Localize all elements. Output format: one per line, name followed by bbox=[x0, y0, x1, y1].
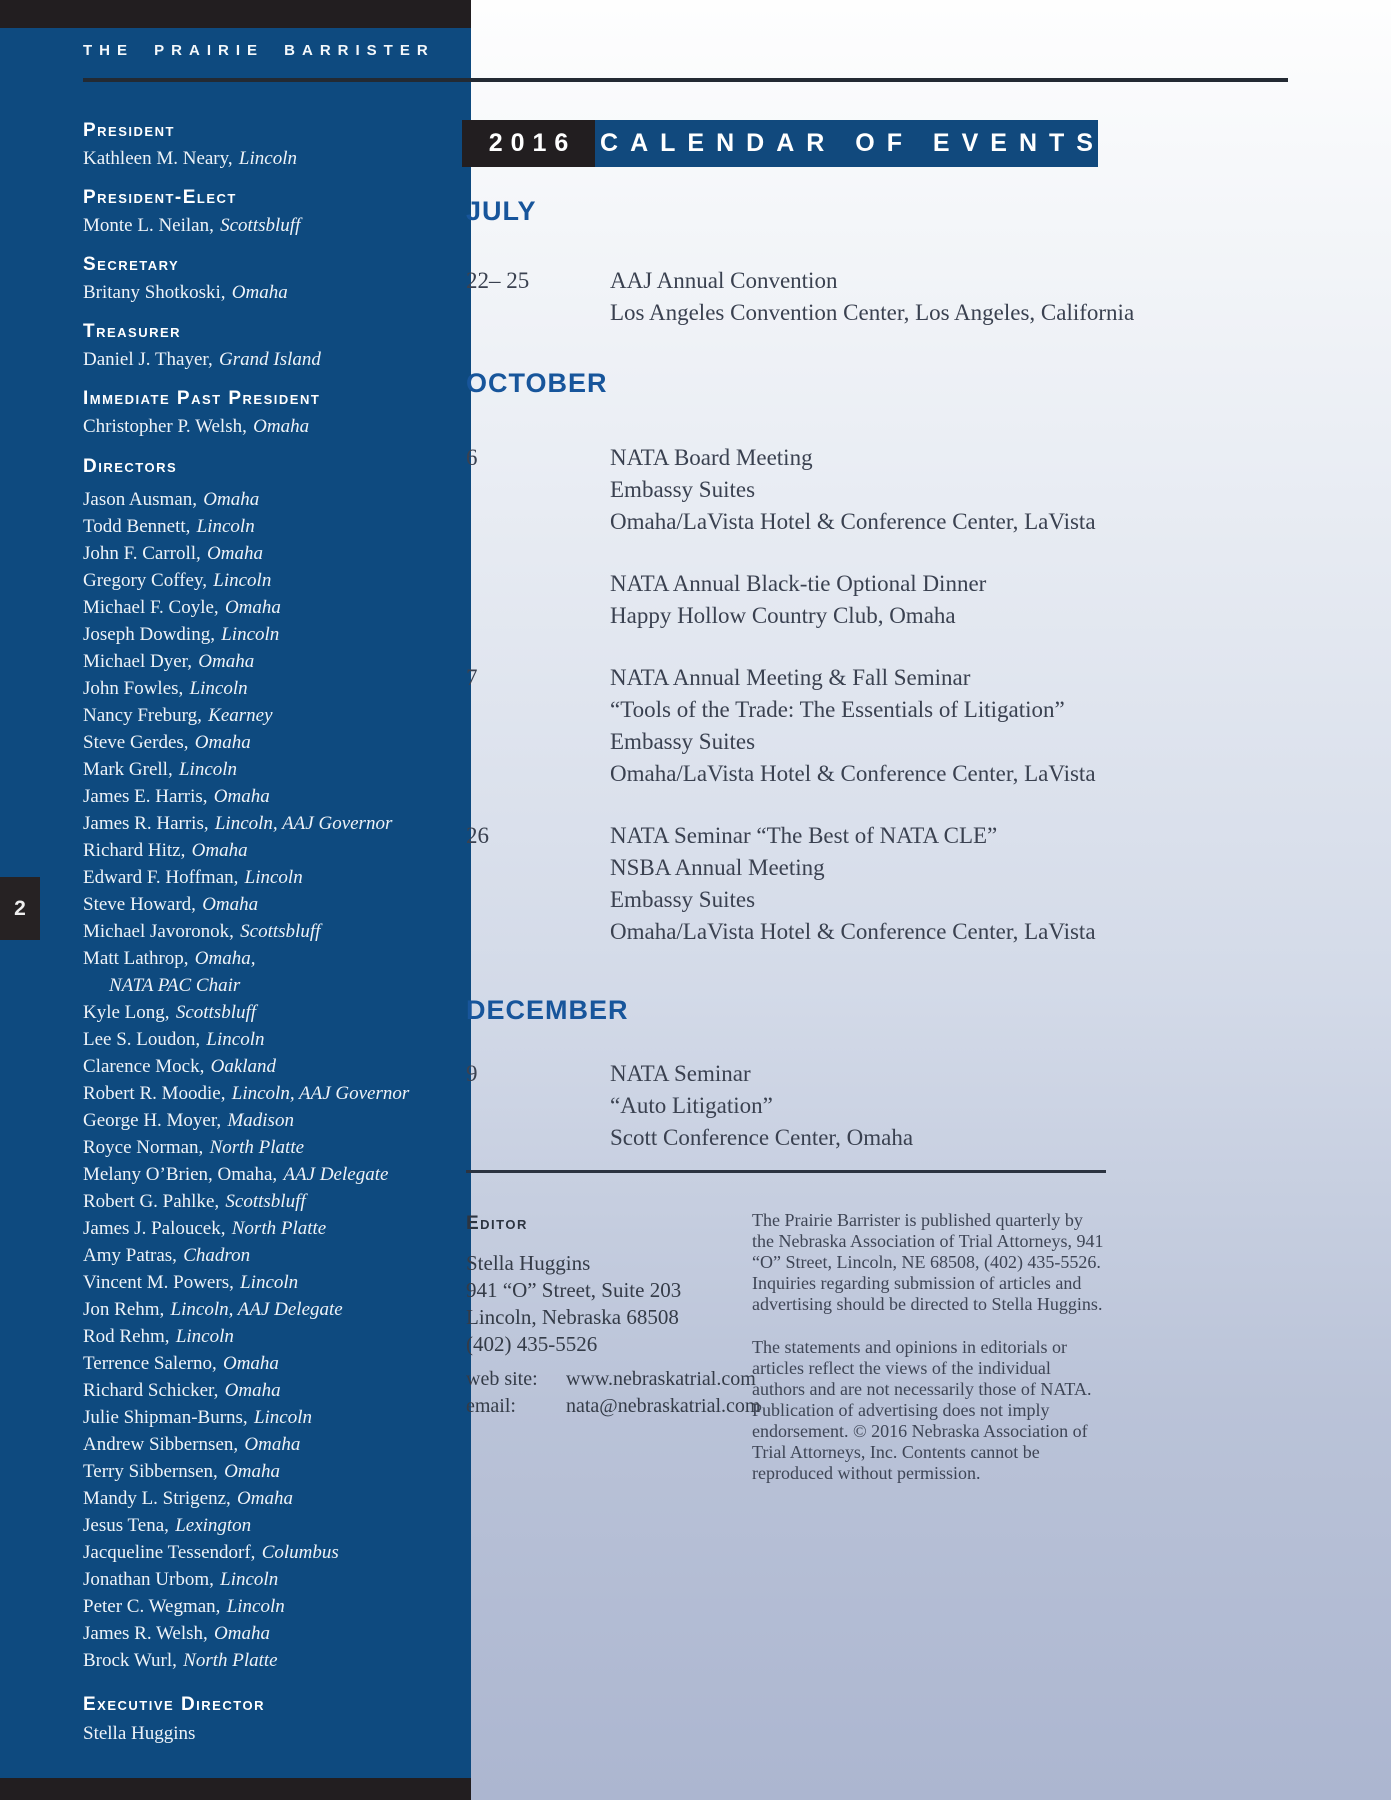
director-city: Lincoln bbox=[253, 1407, 312, 1428]
officer-city: Scottsbluff bbox=[220, 215, 301, 236]
director-name: Mandy L. Strigenz, bbox=[83, 1488, 231, 1509]
director-entry bbox=[83, 1350, 459, 1377]
event-detail-line: Omaha/LaVista Hotel & Conference Center, LaVista bbox=[610, 919, 1096, 944]
month-section-october bbox=[466, 368, 1186, 978]
director-name: Gregory Coffey, bbox=[83, 570, 207, 591]
director-city: Omaha bbox=[191, 840, 248, 861]
director-entry bbox=[83, 1053, 459, 1080]
director-name: Andrew Sibbernsen, bbox=[83, 1434, 239, 1455]
director-person bbox=[83, 1053, 459, 1080]
director-city: Omaha bbox=[203, 489, 260, 510]
copyright-paragraph: The statements and opinions in editorials or articles reflect the views of the individual authors and are not necessarily those of NATA. Publication of advertising does not imply endorsement. © 2016 Nebraska Association of Trial Attorneys, Inc. Contents cannot be reproduced without permission. bbox=[752, 1337, 1092, 1483]
officer-entry bbox=[83, 388, 459, 438]
director-person bbox=[83, 918, 459, 945]
director-name: Joseph Dowding, bbox=[83, 624, 215, 645]
director-name: Terrence Salerno, bbox=[83, 1353, 217, 1374]
director-name: Matt Lathrop, bbox=[83, 948, 189, 969]
director-city: Omaha bbox=[237, 1488, 293, 1509]
month-section-december bbox=[466, 995, 1186, 1184]
director-city: Omaha bbox=[213, 786, 270, 807]
director-city: Lincoln bbox=[189, 678, 248, 699]
director-person bbox=[83, 1485, 459, 1512]
director-entry bbox=[83, 999, 459, 1026]
director-city: Lincoln, AAJ Governor bbox=[214, 813, 393, 834]
director-name: Terry Sibbernsen, bbox=[83, 1461, 218, 1482]
director-name: Richard Schicker, bbox=[83, 1380, 219, 1401]
director-entry bbox=[83, 513, 459, 540]
director-city: Scottsbluff bbox=[175, 1002, 257, 1023]
editor-heading: Editor bbox=[466, 1213, 528, 1234]
director-name: Robert G. Pahlke, bbox=[83, 1191, 220, 1212]
director-entry bbox=[83, 1188, 459, 1215]
director-entry bbox=[83, 945, 459, 999]
event-date: 7 bbox=[466, 665, 478, 690]
director-name: Lee S. Loudon, bbox=[83, 1029, 201, 1050]
director-person bbox=[83, 567, 459, 594]
officer-person bbox=[83, 348, 459, 371]
director-name: James J. Paloucek, bbox=[83, 1218, 226, 1239]
director-entry bbox=[83, 1215, 459, 1242]
director-person bbox=[83, 1431, 459, 1458]
director-entry bbox=[83, 594, 459, 621]
month-heading: JULY bbox=[466, 196, 537, 226]
officer-title: Secretary bbox=[83, 254, 180, 275]
sidebar-bottom-black-bar bbox=[0, 1778, 471, 1800]
officer-title: Treasurer bbox=[83, 321, 182, 342]
officer-name: Kathleen M. Neary, bbox=[83, 148, 233, 169]
director-person bbox=[83, 1458, 459, 1485]
director-person bbox=[83, 945, 459, 972]
director-person bbox=[83, 783, 459, 810]
director-entry bbox=[83, 540, 459, 567]
officer-name: Christopher P. Welsh, bbox=[83, 416, 247, 437]
director-name: Robert R. Moodie, bbox=[83, 1083, 226, 1104]
director-city: Omaha bbox=[207, 543, 263, 564]
director-person bbox=[83, 1404, 459, 1431]
director-city: Scottsbluff bbox=[225, 1191, 306, 1212]
directors-heading: Directors bbox=[83, 456, 178, 477]
director-name: Steve Howard, bbox=[83, 894, 196, 915]
director-name: Richard Hitz, bbox=[83, 840, 186, 861]
director-city: North Platte bbox=[183, 1650, 278, 1671]
event-detail-line: Los Angeles Convention Center, Los Angeles, California bbox=[610, 300, 1135, 325]
director-city: Kearney bbox=[208, 705, 273, 726]
director-person bbox=[83, 1566, 459, 1593]
event-detail-line: Embassy Suites bbox=[610, 729, 756, 754]
event-details bbox=[610, 442, 1096, 538]
director-entry bbox=[83, 486, 459, 513]
month-heading: OCTOBER bbox=[466, 368, 608, 398]
director-entry bbox=[83, 1242, 459, 1269]
director-person bbox=[83, 1377, 459, 1404]
directors-list bbox=[83, 486, 459, 1674]
executive-director-name: Stella Huggins bbox=[83, 1723, 196, 1744]
director-name: Mark Grell, bbox=[83, 759, 173, 780]
officer-city: Omaha bbox=[253, 416, 310, 437]
director-person bbox=[83, 999, 459, 1026]
director-name: Jon Rehm, bbox=[83, 1299, 165, 1320]
officers-list bbox=[83, 120, 459, 438]
director-name: James R. Welsh, bbox=[83, 1623, 208, 1644]
officer-entry bbox=[83, 254, 459, 304]
event-details bbox=[610, 820, 1096, 948]
event-entry bbox=[466, 568, 1186, 632]
event-date: 22– 25 bbox=[466, 268, 530, 293]
director-name: Jonathan Urbom, bbox=[83, 1569, 214, 1590]
director-city: Omaha bbox=[224, 1461, 281, 1482]
director-city: Chadron bbox=[183, 1245, 251, 1266]
director-person bbox=[83, 1080, 459, 1107]
director-person bbox=[83, 1350, 459, 1377]
event-detail-line: Embassy Suites bbox=[610, 887, 756, 912]
director-person bbox=[83, 675, 459, 702]
event-detail-line: NATA Annual Meeting & Fall Seminar bbox=[610, 665, 971, 690]
director-name: Nancy Freburg, bbox=[83, 705, 202, 726]
events-list bbox=[466, 265, 1186, 329]
director-city: Columbus bbox=[261, 1542, 339, 1563]
director-name: Clarence Mock, bbox=[83, 1056, 205, 1077]
director-city: North Platte bbox=[209, 1137, 305, 1158]
director-person bbox=[83, 1647, 459, 1674]
director-city: Omaha bbox=[224, 597, 281, 618]
calendar-banner bbox=[462, 120, 1105, 167]
director-city: Lincoln bbox=[196, 516, 255, 537]
director-person bbox=[83, 513, 459, 540]
sidebar-top-black-bar bbox=[0, 0, 471, 28]
masthead-title: THE PRAIRIE BARRISTER bbox=[83, 42, 435, 59]
event-date: 6 bbox=[466, 445, 478, 470]
director-city: Lincoln, AAJ Delegate bbox=[170, 1299, 343, 1320]
events-list bbox=[466, 442, 1186, 948]
director-person bbox=[83, 1593, 459, 1620]
director-city: North Platte bbox=[231, 1218, 327, 1239]
officer-name: Monte L. Neilan, bbox=[83, 215, 214, 236]
director-entry bbox=[83, 1647, 459, 1674]
director-city: Omaha bbox=[244, 1434, 301, 1455]
director-entry bbox=[83, 1269, 459, 1296]
director-city: Lincoln, AAJ Governor bbox=[231, 1083, 410, 1104]
director-person bbox=[83, 1512, 459, 1539]
director-person bbox=[83, 1323, 459, 1350]
event-detail-line: Omaha/LaVista Hotel & Conference Center, LaVista bbox=[610, 509, 1096, 534]
officer-city: Omaha bbox=[231, 282, 288, 303]
director-entry bbox=[83, 864, 459, 891]
director-entry bbox=[83, 1296, 459, 1323]
director-city: Lincoln bbox=[178, 759, 238, 780]
officer-title: President-Elect bbox=[83, 187, 237, 208]
director-name: Michael Javoronok, bbox=[83, 921, 234, 942]
director-city: Scottsbluff bbox=[240, 921, 321, 942]
email-line bbox=[466, 1393, 776, 1420]
event-detail-line: Scott Conference Center, Omaha bbox=[610, 1125, 914, 1150]
director-person bbox=[83, 594, 459, 621]
director-entry bbox=[83, 783, 459, 810]
event-details bbox=[610, 568, 986, 632]
director-city: Omaha bbox=[198, 651, 255, 672]
officer-title: Immediate Past President bbox=[83, 388, 321, 409]
month-section-july bbox=[466, 196, 1186, 359]
director-name: Melany O’Brien, Omaha, bbox=[83, 1164, 278, 1185]
director-person bbox=[83, 1107, 459, 1134]
director-entry bbox=[83, 1485, 459, 1512]
director-city: Omaha, bbox=[194, 948, 256, 969]
publication-paragraph: The Prairie Barrister is published quarterly by the Nebraska Association of Trial Attorneys, 941 “O” Street, Lincoln, NE 68508, (402) 435-5526. Inquiries regarding submission of articles and advertising should be directed to Stella Huggins. bbox=[752, 1210, 1104, 1314]
director-city: Lincoln bbox=[240, 1272, 299, 1293]
event-detail-line: Embassy Suites bbox=[610, 477, 756, 502]
editor-address-lines bbox=[466, 1250, 776, 1358]
director-person bbox=[83, 756, 459, 783]
director-person bbox=[83, 837, 459, 864]
director-entry bbox=[83, 891, 459, 918]
director-entry bbox=[83, 1107, 459, 1134]
director-name: Michael F. Coyle, bbox=[83, 597, 219, 618]
event-entry bbox=[466, 442, 1186, 538]
event-detail-line: Happy Hollow Country Club, Omaha bbox=[610, 603, 956, 628]
director-name: Edward F. Hoffman, bbox=[83, 867, 239, 888]
director-person bbox=[83, 891, 459, 918]
director-city: Lincoln bbox=[226, 1596, 285, 1617]
email-address: nata@nebraskatrial.com bbox=[566, 1395, 761, 1417]
director-name: Rod Rehm, bbox=[83, 1326, 170, 1347]
officer-person bbox=[83, 281, 459, 304]
director-city: AAJ Delegate bbox=[283, 1164, 389, 1185]
director-city: Madison bbox=[227, 1110, 294, 1131]
officer-name: Daniel J. Thayer, bbox=[83, 349, 213, 370]
director-person bbox=[83, 864, 459, 891]
editor-address-line: Stella Huggins bbox=[466, 1251, 591, 1275]
officer-city: Lincoln bbox=[238, 148, 297, 169]
event-entry bbox=[466, 265, 1186, 329]
director-entry bbox=[83, 621, 459, 648]
director-name: Amy Patras, bbox=[83, 1245, 177, 1266]
editor-address-line: (402) 435-5526 bbox=[466, 1332, 598, 1356]
director-person bbox=[83, 729, 459, 756]
event-date: 26 bbox=[466, 823, 489, 848]
event-detail-line: “Tools of the Trade: The Essentials of Litigation” bbox=[610, 697, 1065, 722]
director-name: James E. Harris, bbox=[83, 786, 208, 807]
director-name: Royce Norman, bbox=[83, 1137, 204, 1158]
event-details bbox=[610, 265, 1134, 329]
event-entry bbox=[466, 1058, 1186, 1154]
director-person bbox=[83, 1620, 459, 1647]
executive-director-heading: Executive Director bbox=[83, 1694, 265, 1715]
director-person bbox=[83, 1269, 459, 1296]
director-name: Jesus Tena, bbox=[83, 1515, 169, 1536]
event-detail-line: Omaha/LaVista Hotel & Conference Center, LaVista bbox=[610, 761, 1096, 786]
director-person bbox=[83, 1026, 459, 1053]
event-detail-line: NATA Annual Black-tie Optional Dinner bbox=[610, 571, 987, 596]
director-entry bbox=[83, 675, 459, 702]
website-url: www.nebraskatrial.com bbox=[566, 1368, 756, 1390]
director-person bbox=[83, 1188, 459, 1215]
director-entry bbox=[83, 1026, 459, 1053]
director-entry bbox=[83, 1080, 459, 1107]
director-name: Jacqueline Tessendorf, bbox=[83, 1542, 256, 1563]
director-person bbox=[83, 1161, 459, 1188]
editor-address-line: Lincoln, Nebraska 68508 bbox=[466, 1305, 679, 1329]
director-entry bbox=[83, 918, 459, 945]
director-person bbox=[83, 1134, 459, 1161]
website-label: web site: bbox=[466, 1368, 538, 1390]
editor-address-line: 941 “O” Street, Suite 203 bbox=[466, 1278, 682, 1302]
month-heading: DECEMBER bbox=[466, 995, 629, 1025]
event-details bbox=[610, 1058, 913, 1154]
director-city: Lincoln bbox=[175, 1326, 234, 1347]
director-name: Vincent M. Powers, bbox=[83, 1272, 234, 1293]
masthead-rule bbox=[83, 78, 1288, 82]
director-city: Oakland bbox=[210, 1056, 277, 1077]
officer-city: Grand Island bbox=[219, 349, 321, 370]
director-entry bbox=[83, 702, 459, 729]
event-entry bbox=[466, 820, 1186, 948]
director-name: Jason Ausman, bbox=[83, 489, 197, 510]
director-city: Lexington bbox=[175, 1515, 252, 1536]
director-city: Lincoln bbox=[213, 570, 272, 591]
event-detail-line: NSBA Annual Meeting bbox=[610, 855, 825, 880]
director-entry bbox=[83, 1431, 459, 1458]
director-name: John F. Carroll, bbox=[83, 543, 201, 564]
director-entry bbox=[83, 1512, 459, 1539]
director-name: Michael Dyer, bbox=[83, 651, 192, 672]
officer-entry bbox=[83, 321, 459, 371]
director-extra-role: NATA PAC Chair bbox=[109, 975, 241, 996]
director-city: Omaha bbox=[222, 1353, 279, 1374]
banner-year: 2016 bbox=[462, 120, 595, 167]
editor-contact bbox=[466, 1366, 776, 1420]
director-entry bbox=[83, 756, 459, 783]
director-entry bbox=[83, 729, 459, 756]
director-city: Lincoln bbox=[220, 1569, 279, 1590]
director-person bbox=[83, 702, 459, 729]
director-person bbox=[83, 621, 459, 648]
event-details bbox=[610, 662, 1096, 790]
director-name: Peter C. Wegman, bbox=[83, 1596, 221, 1617]
director-person bbox=[83, 1539, 459, 1566]
director-name: Steve Gerdes, bbox=[83, 732, 189, 753]
director-name: George H. Moyer, bbox=[83, 1110, 222, 1131]
director-entry bbox=[83, 1566, 459, 1593]
director-name: James R. Harris, bbox=[83, 813, 209, 834]
director-name: John Fowles, bbox=[83, 678, 184, 699]
banner-title: CALENDAR OF EVENTS bbox=[595, 120, 1098, 167]
director-city: Lincoln bbox=[221, 624, 280, 645]
director-entry bbox=[83, 1134, 459, 1161]
officer-title: President bbox=[83, 120, 175, 141]
event-detail-line: NATA Seminar “The Best of NATA CLE” bbox=[610, 823, 998, 848]
event-detail-line: “Auto Litigation” bbox=[610, 1093, 773, 1118]
director-entry bbox=[83, 1323, 459, 1350]
director-city: Omaha bbox=[224, 1380, 281, 1401]
director-entry bbox=[83, 837, 459, 864]
director-city: Lincoln bbox=[244, 867, 303, 888]
sidebar-content bbox=[83, 120, 459, 1745]
officer-person bbox=[83, 147, 459, 170]
director-person bbox=[83, 1296, 459, 1323]
director-person bbox=[83, 1242, 459, 1269]
director-person bbox=[83, 810, 459, 837]
director-person bbox=[83, 648, 459, 675]
editor-block bbox=[466, 1212, 776, 1420]
event-detail-line: NATA Seminar bbox=[610, 1061, 751, 1086]
officer-person bbox=[83, 214, 459, 237]
officer-person bbox=[83, 415, 459, 438]
director-city: Lincoln bbox=[206, 1029, 265, 1050]
director-name: Todd Bennett, bbox=[83, 516, 191, 537]
event-date: 9 bbox=[466, 1061, 478, 1086]
director-person bbox=[83, 540, 459, 567]
page-number-tab bbox=[0, 877, 40, 940]
director-entry bbox=[83, 1161, 459, 1188]
officer-name: Britany Shotkoski, bbox=[83, 282, 226, 303]
event-entry bbox=[466, 662, 1186, 790]
director-entry bbox=[83, 810, 459, 837]
director-city: Omaha bbox=[202, 894, 259, 915]
footer-divider-rule bbox=[466, 1170, 1106, 1173]
email-label: email: bbox=[466, 1395, 516, 1417]
director-city: Omaha bbox=[214, 1623, 270, 1644]
director-entry bbox=[83, 1377, 459, 1404]
event-detail-line: NATA Board Meeting bbox=[610, 445, 813, 470]
director-name: Julie Shipman-Burns, bbox=[83, 1407, 248, 1428]
director-name: Brock Wurl, bbox=[83, 1650, 177, 1671]
director-entry bbox=[83, 1620, 459, 1647]
director-entry bbox=[83, 1593, 459, 1620]
officer-entry bbox=[83, 120, 459, 170]
director-entry bbox=[83, 1404, 459, 1431]
website-line bbox=[466, 1366, 776, 1393]
director-person bbox=[83, 486, 459, 513]
director-entry bbox=[83, 648, 459, 675]
event-detail-line: AAJ Annual Convention bbox=[610, 268, 838, 293]
director-name: Kyle Long, bbox=[83, 1002, 170, 1023]
director-city: Omaha bbox=[194, 732, 251, 753]
director-entry bbox=[83, 1539, 459, 1566]
director-person bbox=[83, 1215, 459, 1242]
page-number: 2 bbox=[14, 896, 26, 920]
director-entry bbox=[83, 567, 459, 594]
officer-entry bbox=[83, 187, 459, 237]
director-entry bbox=[83, 1458, 459, 1485]
events-list bbox=[466, 1058, 1186, 1154]
publication-info bbox=[752, 1210, 1108, 1506]
